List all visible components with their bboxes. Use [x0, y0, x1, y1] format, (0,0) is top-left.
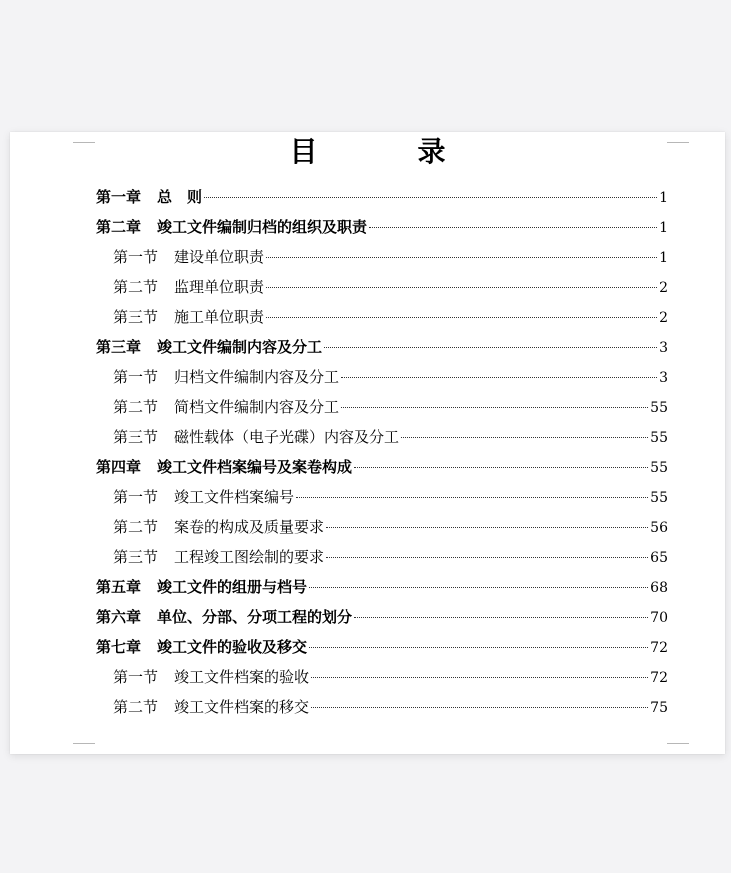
toc-leader-dots [341, 377, 657, 378]
toc-entry-page: 70 [650, 610, 668, 626]
toc-entry-number: 第一章 [96, 188, 142, 206]
toc-entry-title: 工程竣工图绘制的要求 [174, 548, 325, 566]
toc-entry-chapter-1[interactable] [96, 182, 668, 212]
toc-entry-page: 1 [659, 220, 668, 236]
toc-entry-number: 第一节 [113, 668, 159, 686]
toc-entry-page: 3 [659, 370, 668, 386]
toc-entry-section[interactable] [96, 692, 668, 722]
toc-entry-title: 总 则 [157, 188, 203, 206]
toc-entry-page: 55 [650, 430, 668, 446]
toc-leader-dots [369, 227, 657, 228]
toc-leader-dots [341, 407, 648, 408]
toc-leader-dots [266, 257, 657, 258]
toc-entry-section[interactable] [96, 272, 668, 302]
toc-entry-title: 竣工文件档案的移交 [174, 698, 310, 716]
toc-title: 目 录 [289, 135, 482, 168]
toc-entry-title: 建设单位职责 [174, 248, 265, 266]
toc-entry-section[interactable] [96, 662, 668, 692]
toc-leader-dots [204, 197, 657, 198]
toc-entry-title: 竣工文件的组册与档号 [157, 578, 308, 596]
toc-entry-section[interactable] [96, 512, 668, 542]
toc-entry-title: 竣工文件编制归档的组织及职责 [157, 218, 368, 236]
toc-entry-number: 第二节 [113, 398, 159, 416]
toc-entry-page: 55 [650, 460, 668, 476]
document-page [10, 132, 725, 754]
toc-entry-title: 竣工文件档案的验收 [174, 668, 310, 686]
toc-entry-chapter-3[interactable] [96, 332, 668, 362]
toc-entry-page: 68 [650, 580, 668, 596]
toc-entry-section[interactable] [96, 392, 668, 422]
toc-leader-dots [326, 557, 648, 558]
toc-entry-section[interactable] [96, 242, 668, 272]
toc-entry-chapter-5[interactable] [96, 572, 668, 602]
toc-entry-page: 65 [650, 550, 668, 566]
toc-leader-dots [401, 437, 648, 438]
toc-entry-number: 第五章 [96, 578, 142, 596]
toc-entry-number: 第六章 [96, 608, 142, 626]
toc-entry-page: 1 [659, 250, 668, 266]
toc-entry-page: 2 [659, 310, 668, 326]
toc-entry-page: 72 [650, 640, 668, 656]
toc-entry-section[interactable] [96, 362, 668, 392]
toc-entry-number: 第四章 [96, 458, 142, 476]
toc-entry-title: 单位、分部、分项工程的划分 [157, 608, 353, 626]
toc-entry-number: 第三节 [113, 308, 159, 326]
toc-leader-dots [266, 317, 657, 318]
toc-entry-title: 归档文件编制内容及分工 [174, 368, 340, 386]
toc-entry-title: 竣工文件档案编号 [174, 488, 295, 506]
toc-entry-number: 第一节 [113, 488, 159, 506]
toc-leader-dots [266, 287, 657, 288]
toc-entry-number: 第一节 [113, 368, 159, 386]
toc-entry-title: 竣工文件编制内容及分工 [157, 338, 323, 356]
toc-entry-number: 第三章 [96, 338, 142, 356]
toc-entry-chapter-6[interactable] [96, 602, 668, 632]
toc-leader-dots [309, 587, 648, 588]
toc-leader-dots [354, 617, 648, 618]
toc-entry-title: 竣工文件的验收及移交 [157, 638, 308, 656]
toc-entry-section[interactable] [96, 542, 668, 572]
toc-entry-chapter-2[interactable] [96, 212, 668, 242]
crop-mark-bottom-left [73, 743, 95, 754]
toc-entry-page: 75 [650, 700, 668, 716]
toc-leader-dots [326, 527, 648, 528]
table-of-contents [96, 182, 668, 722]
toc-entry-number: 第三节 [113, 548, 159, 566]
toc-entry-section[interactable] [96, 422, 668, 452]
toc-entry-title: 磁性载体（电子光碟）内容及分工 [174, 428, 400, 446]
toc-leader-dots [311, 707, 648, 708]
toc-entry-page: 72 [650, 670, 668, 686]
toc-entry-number: 第一节 [113, 248, 159, 266]
crop-mark-bottom-right [667, 743, 689, 754]
toc-entry-number: 第三节 [113, 428, 159, 446]
toc-entry-number: 第二章 [96, 218, 142, 236]
toc-entry-title: 施工单位职责 [174, 308, 265, 326]
toc-entry-page: 1 [659, 190, 668, 206]
toc-entry-section[interactable] [96, 482, 668, 512]
toc-entry-page: 3 [659, 340, 668, 356]
toc-leader-dots [354, 467, 648, 468]
toc-entry-chapter-4[interactable] [96, 452, 668, 482]
toc-entry-page: 56 [650, 520, 668, 536]
toc-entry-page: 55 [650, 490, 668, 506]
toc-entry-number: 第七章 [96, 638, 142, 656]
toc-entry-title: 简档文件编制内容及分工 [174, 398, 340, 416]
toc-leader-dots [324, 347, 657, 348]
toc-entry-page: 55 [650, 400, 668, 416]
toc-entry-number: 第二节 [113, 278, 159, 296]
toc-entry-title: 监理单位职责 [174, 278, 265, 296]
toc-leader-dots [296, 497, 648, 498]
toc-entry-number: 第二节 [113, 698, 159, 716]
toc-entry-page: 2 [659, 280, 668, 296]
toc-entry-chapter-7[interactable] [96, 632, 668, 662]
toc-entry-title: 案卷的构成及质量要求 [174, 518, 325, 536]
toc-leader-dots [309, 647, 648, 648]
toc-entry-number: 第二节 [113, 518, 159, 536]
toc-entry-section[interactable] [96, 302, 668, 332]
toc-leader-dots [311, 677, 648, 678]
toc-entry-title: 竣工文件档案编号及案卷构成 [157, 458, 353, 476]
